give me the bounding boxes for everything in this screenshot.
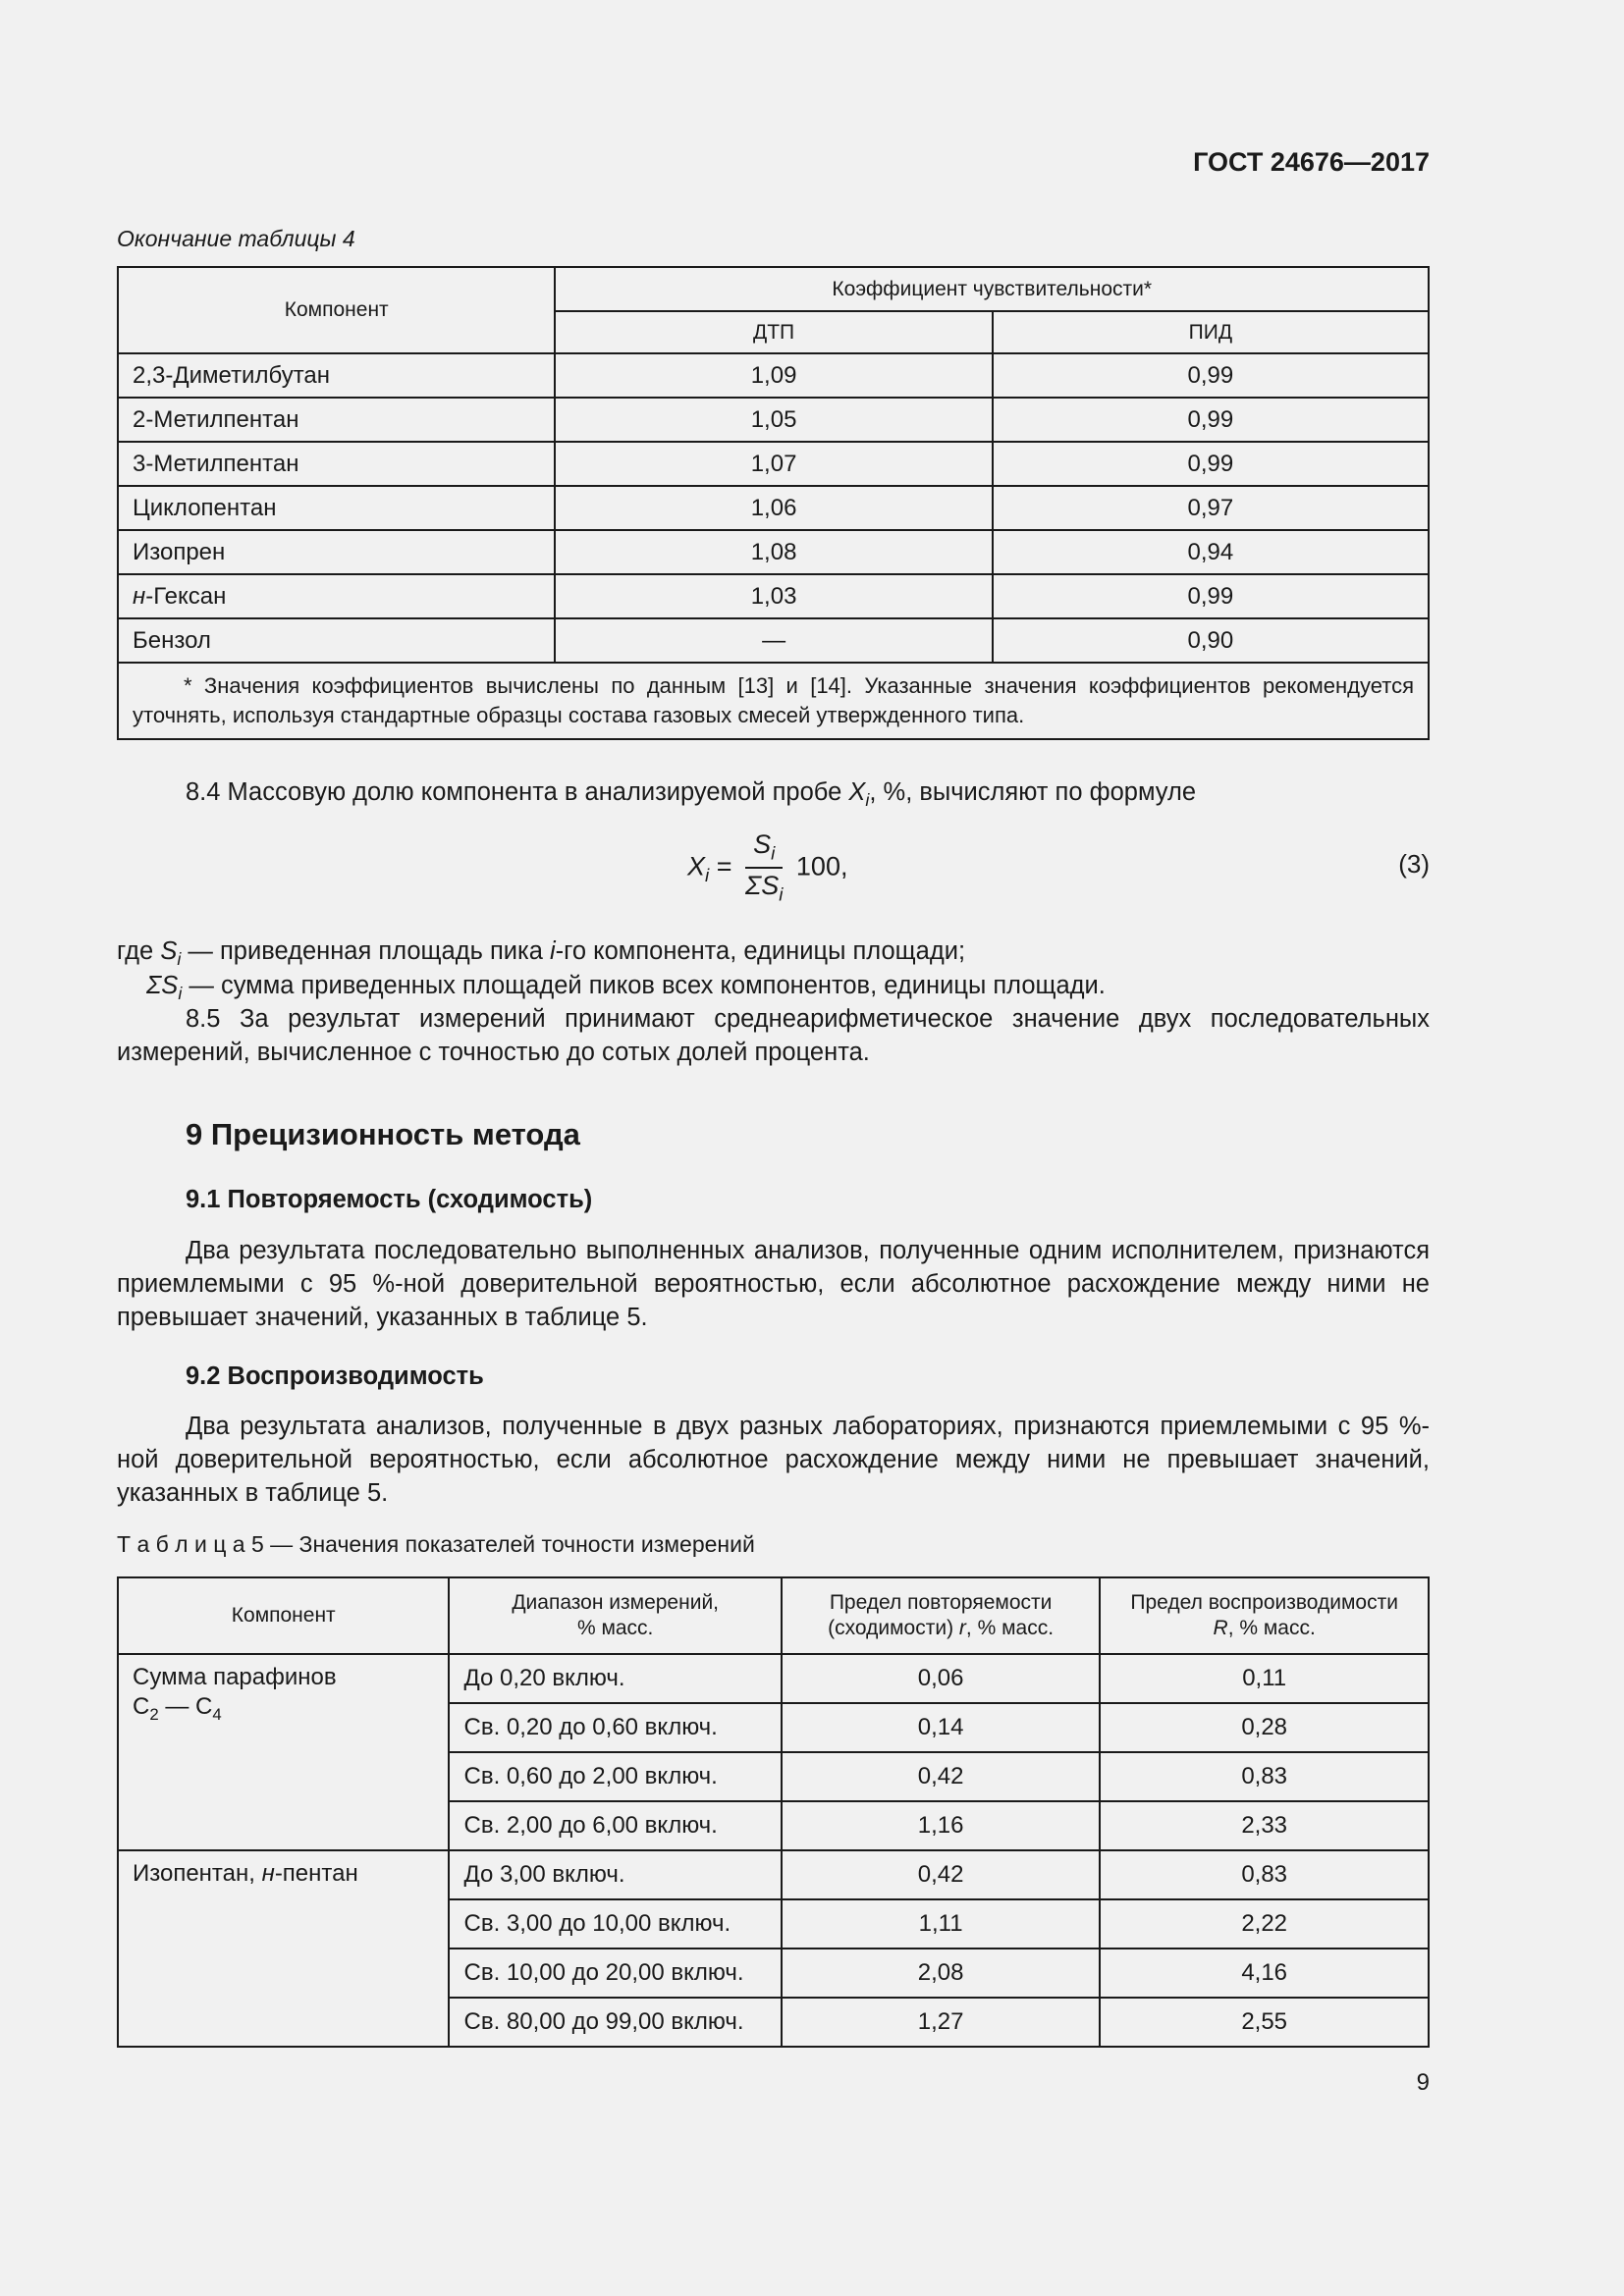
t4-dtp: 1,07 — [555, 442, 992, 486]
t4-header-component: Компонент — [118, 267, 555, 353]
t4-component: 2,3-Диметилбутан — [118, 353, 555, 398]
table5-caption — [117, 1531, 755, 1558]
p84-text-b: , %, вычисляют по формуле — [869, 778, 1197, 806]
t5-range: Св. 0,60 до 2,00 включ. — [449, 1752, 781, 1801]
t5-r: 1,16 — [782, 1801, 1101, 1850]
t4-pid: 0,99 — [993, 574, 1429, 618]
t4-component: Циклопентан — [118, 486, 555, 530]
table5-caption-label: Т а б л и ц а 5 — [117, 1531, 264, 1557]
t4-component-prefix: н — [133, 582, 146, 610]
t5-group-paraffins — [118, 1654, 449, 1850]
table-row — [118, 618, 1429, 663]
t4-dtp: 1,03 — [555, 574, 992, 618]
where1-a: где — [117, 937, 161, 965]
formula-fraction — [745, 829, 783, 907]
table5-caption-text: — Значения показателей точности измерений — [263, 1531, 755, 1557]
t4-dtp: 1,06 — [555, 486, 992, 530]
formula-number: (3) — [1398, 849, 1430, 879]
t5-group1-sub2: 4 — [212, 1704, 222, 1724]
formula-eq: = — [709, 851, 739, 881]
paragraph-9-2: Два результата анализов, полученные в двух разных лабораториях, признаются приемлемыми с 95 %-ной доверительной вероятностью, если абсолютное расхождение между ними не превышает значений, указанных в таблице 5. — [117, 1413, 1430, 1507]
formula-den: ΣS — [745, 871, 780, 901]
table-row — [118, 574, 1429, 618]
section-9-title: 9 Прецизионность метода — [186, 1117, 580, 1151]
t5-R: 0,83 — [1100, 1850, 1429, 1899]
t5-R: 0,28 — [1100, 1703, 1429, 1752]
t5-R: 0,11 — [1100, 1654, 1429, 1703]
t4-component: Бензол — [118, 618, 555, 663]
t5-header-rep-line1: Предел повторяемости — [829, 1591, 1053, 1614]
table4 — [117, 266, 1430, 740]
where1-sub: i — [177, 949, 182, 970]
t5-header-rep-a: (сходимости) — [828, 1617, 959, 1639]
t4-header-pid: ПИД — [993, 311, 1429, 353]
t5-R: 0,83 — [1100, 1752, 1429, 1801]
paragraph-9-1: Два результата последовательно выполненных анализов, полученные одним исполнителем, признаются приемлемыми с 95 %-ной доверительной вероятностью, если абсолютное расхождение между ними не превышает значений, указанных в таблице 5. — [117, 1237, 1430, 1331]
t5-group2-a: Изопентан, — [133, 1860, 262, 1887]
formula-lhs: X — [687, 851, 706, 881]
t4-footnote: * Значения коэффициентов вычислены по данным [13] и [14]. Указанные значения коэффициентов рекомендуется уточнять, используя стандартные образцы состава газовых смесей утвержденного типа. — [118, 663, 1429, 739]
t4-pid: 0,97 — [993, 486, 1429, 530]
table-row — [118, 486, 1429, 530]
t5-range: Св. 10,00 до 20,00 включ. — [449, 1949, 781, 1998]
t5-r: 0,42 — [782, 1752, 1101, 1801]
formula-3 — [687, 829, 847, 907]
table5 — [117, 1576, 1430, 2048]
t5-r: 0,14 — [782, 1703, 1101, 1752]
t5-range: Св. 80,00 до 99,00 включ. — [449, 1998, 781, 2047]
t5-group1-c: C — [133, 1693, 150, 1720]
where2-var: ΣS — [146, 972, 179, 999]
t4-dtp: 1,05 — [555, 398, 992, 442]
where1-i: i — [550, 937, 556, 965]
formula-numerator — [745, 829, 783, 869]
t5-R: 4,16 — [1100, 1949, 1429, 1998]
where2-sub: i — [178, 984, 183, 1004]
t5-header-component: Компонент — [118, 1577, 449, 1654]
t4-component — [118, 574, 555, 618]
t5-group2-b: -пентан — [274, 1860, 358, 1887]
t5-R: 2,55 — [1100, 1998, 1429, 2047]
page-number: 9 — [1416, 2069, 1430, 2096]
formula-denominator — [745, 869, 783, 906]
subsection-9-2-title: 9.2 Воспроизводимость — [186, 1362, 484, 1390]
where1-var: S — [160, 937, 178, 965]
t5-r: 0,06 — [782, 1654, 1101, 1703]
t5-r: 1,27 — [782, 1998, 1101, 2047]
t4-pid: 0,99 — [993, 353, 1429, 398]
table-row — [118, 442, 1429, 486]
document-standard-number: ГОСТ 24676—2017 — [1193, 147, 1430, 177]
t5-header-range-line1: Диапазон измерений, — [512, 1591, 720, 1614]
t5-range: Св. 2,00 до 6,00 включ. — [449, 1801, 781, 1850]
t4-pid: 0,94 — [993, 530, 1429, 574]
t4-component: 2-Метилпентан — [118, 398, 555, 442]
subsection-9-1-title: 9.1 Повторяемость (сходимость) — [186, 1186, 593, 1213]
t5-range: Св. 3,00 до 10,00 включ. — [449, 1899, 781, 1949]
formula-den-sub: i — [779, 884, 784, 906]
t4-header-group: Коэффициент чувствительности* — [555, 267, 1429, 311]
where1-c: -го компонента, единицы площади; — [555, 937, 966, 965]
t5-header-range — [449, 1577, 781, 1654]
t4-header-dtp: ДТП — [555, 311, 992, 353]
paragraph-8-5: 8.5 За результат измерений принимают среднеарифметическое значение двух последовательных измерений, вычисленное с точностью до сотых долей процента. — [117, 1005, 1430, 1066]
t4-dtp: 1,09 — [555, 353, 992, 398]
t5-group1-sub1: 2 — [149, 1704, 159, 1724]
t5-R: 2,33 — [1100, 1801, 1429, 1850]
t5-header-reproducibility — [1100, 1577, 1429, 1654]
formula-num: S — [753, 829, 772, 859]
t4-dtp: 1,08 — [555, 530, 992, 574]
t5-range: До 0,20 включ. — [449, 1654, 781, 1703]
t5-r: 1,11 — [782, 1899, 1101, 1949]
t5-group1-dash: — C — [158, 1693, 213, 1720]
p84-var: X — [848, 778, 866, 806]
t5-header-repro-var: R — [1213, 1617, 1228, 1639]
where1-b: — приведенная площадь пика — [181, 937, 550, 965]
table-row — [118, 398, 1429, 442]
t5-R: 2,22 — [1100, 1899, 1429, 1949]
t5-r: 2,08 — [782, 1949, 1101, 1998]
t5-group1-line1: Сумма парафинов — [133, 1664, 337, 1690]
p84-sub: i — [865, 790, 870, 811]
t4-pid: 0,90 — [993, 618, 1429, 663]
table-row — [118, 1850, 1429, 1899]
table-row — [118, 353, 1429, 398]
t4-component: Изопрен — [118, 530, 555, 574]
table-row — [118, 1654, 1429, 1703]
t4-dtp: — — [555, 618, 992, 663]
formula-lhs-sub: i — [705, 865, 710, 886]
t5-range: До 3,00 включ. — [449, 1850, 781, 1899]
t5-range: Св. 0,20 до 0,60 включ. — [449, 1703, 781, 1752]
t4-component-name: -Гексан — [145, 582, 227, 610]
formula-num-sub: i — [771, 843, 776, 865]
formula-tail: 100, — [788, 851, 848, 881]
t5-group2-i: н — [261, 1860, 275, 1887]
t5-header-repeatability — [782, 1577, 1101, 1654]
t4-pid: 0,99 — [993, 442, 1429, 486]
t4-component: 3-Метилпентан — [118, 442, 555, 486]
t4-pid: 0,99 — [993, 398, 1429, 442]
t5-group-pentanes — [118, 1850, 449, 2047]
paragraph-8-4 — [117, 775, 1430, 817]
table-row — [118, 530, 1429, 574]
t5-header-range-line2: % масс. — [576, 1617, 654, 1639]
where2-b: — сумма приведенных площадей пиков всех компонентов, единицы площади. — [182, 972, 1106, 999]
t5-header-rep-var: r — [958, 1617, 966, 1639]
t5-header-repro-line1: Предел воспроизводимости — [1130, 1591, 1398, 1614]
t5-header-repro-b: , % масс. — [1227, 1617, 1316, 1639]
t5-r: 0,42 — [782, 1850, 1101, 1899]
table4-caption: Окончание таблицы 4 — [117, 226, 355, 251]
p84-text-a: 8.4 Массовую долю компонента в анализируемой пробе — [186, 778, 849, 806]
t5-header-rep-b: , % масс. — [965, 1617, 1055, 1639]
